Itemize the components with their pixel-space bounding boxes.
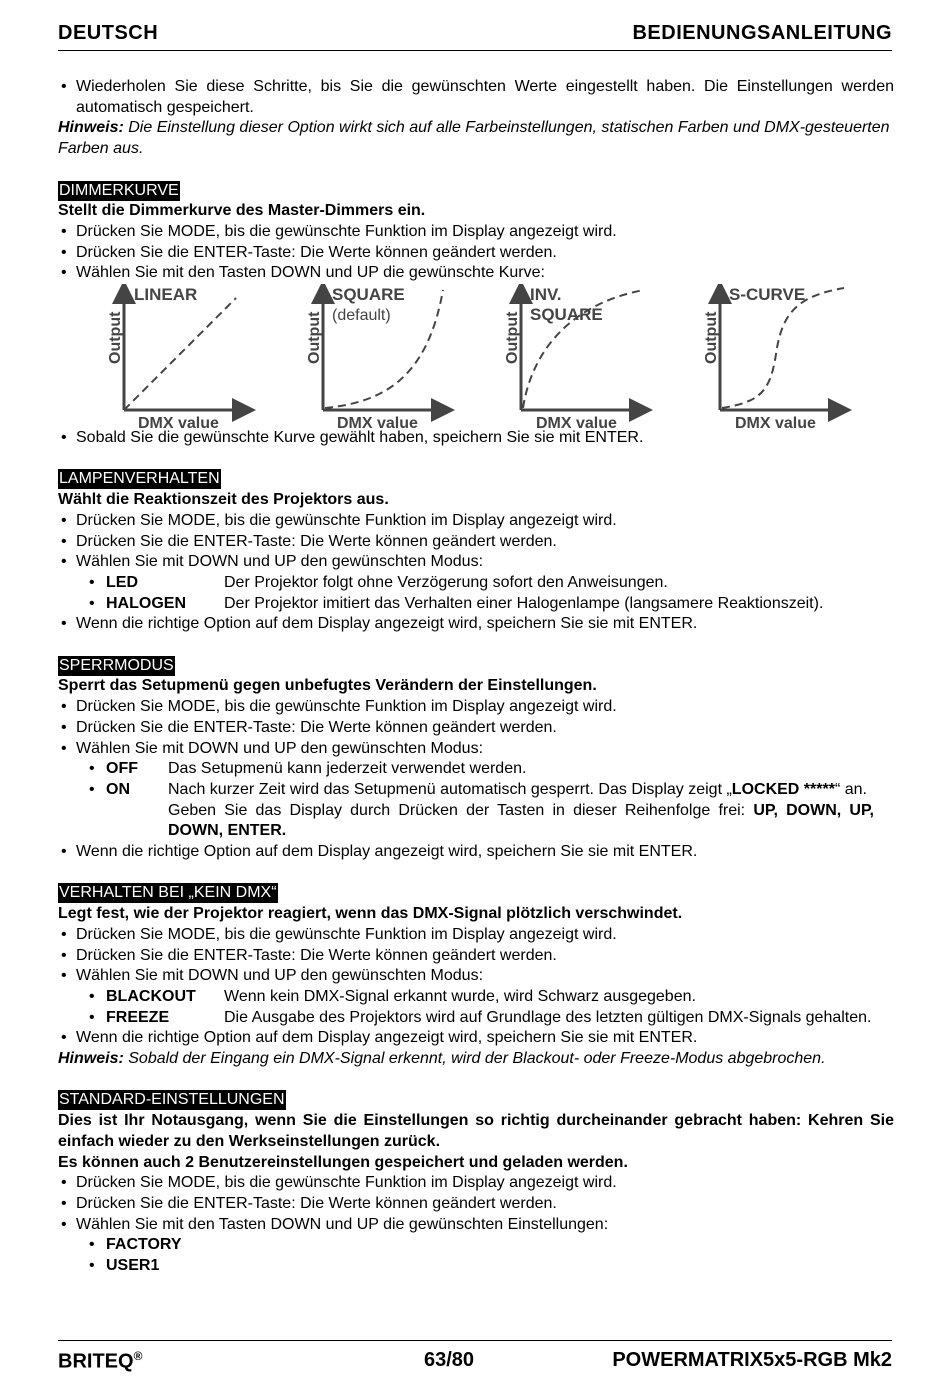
defaults-lead-1: Dies ist Ihr Notausgang, wenn Sie die Einstellungen so richtig durcheinander gebracht haben: Kehren Sie einfach wieder zu den Werkseinstellungen zurück.	[58, 1112, 894, 1150]
nodmx-bullet-3: • Wählen Sie mit DOWN und UP den gewünschten Modus:	[58, 966, 894, 987]
nodmx-option-freeze	[58, 1008, 894, 1029]
lock-bullet-4: • Wenn die richtige Option auf dem Display angezeigt wird, speichern Sie sie mit ENTER.	[58, 842, 894, 863]
curve-linear	[124, 298, 236, 410]
option-term: LED	[106, 573, 138, 591]
dimmer-bullet-2: • Drücken Sie die ENTER-Taste: Die Werte können geändert werden.	[58, 243, 894, 264]
dimmer-curves-svg	[58, 284, 894, 428]
note-label: Hinweis:	[58, 1050, 124, 1068]
header-title: BEDIENUNGSANLEITUNG	[632, 22, 892, 44]
option-desc: Wenn kein DMX-Signal erkannt wurde, wird Schwarz ausgegeben.	[224, 987, 696, 1005]
option-term: BLACKOUT	[106, 987, 196, 1005]
curve-s-curve	[722, 288, 844, 408]
lamp-bullet-1: • Drücken Sie MODE, bis die gewünschte Funktion im Display angezeigt wird.	[58, 511, 894, 532]
lamp-lead: Wählt die Reaktionszeit des Projektors aus.	[58, 491, 389, 509]
nodmx-bullet-1: • Drücken Sie MODE, bis die gewünschte Funktion im Display angezeigt wird.	[58, 925, 894, 946]
lock-option-off	[58, 759, 894, 780]
note-text: Sobald der Eingang ein DMX-Signal erkennt, wird der Blackout- oder Freeze-Modus abgebrochen.	[128, 1050, 826, 1068]
lock-lead: Sperrt das Setupmenü gegen unbefugtes Verändern der Einstellungen.	[58, 677, 597, 695]
section-title-dimmer: DIMMERKURVE	[59, 181, 179, 199]
header-language: DEUTSCH	[58, 22, 159, 44]
intro-note	[58, 118, 894, 159]
section-title-nodmx: VERHALTEN BEI „KEIN DMX“	[59, 884, 277, 902]
defaults-lead-2: Es können auch 2 Benutzereinstellungen gespeichert und geladen werden.	[58, 1153, 628, 1171]
graph-inv-square	[504, 285, 644, 428]
label-s-curve: S-CURVE	[729, 285, 806, 305]
lock-bullet-1: • Drücken Sie MODE, bis die gewünschte Funktion im Display angezeigt wird.	[58, 697, 894, 718]
graph-square	[306, 285, 443, 428]
label-output: Output	[107, 311, 124, 365]
option-term: OFF	[106, 760, 138, 778]
intro-bullet: • Wiederholen Sie diese Schritte, bis Sie die gewünschten Werte eingestellt haben. Die Einstellungen werden automatisch gespeichert.	[58, 77, 894, 118]
note-label: Hinweis:	[58, 119, 124, 137]
page-content	[58, 77, 894, 1277]
dimmer-curves-figure	[58, 284, 894, 428]
nodmx-lead: Legt fest, wie der Projektor reagiert, wenn das DMX-Signal plötzlich verschwindet.	[58, 905, 683, 923]
dimmer-bullet-4: • Sobald Sie die gewünschte Kurve gewählt haben, speichern Sie sie mit ENTER.	[58, 428, 894, 449]
footer-model: POWERMATRIX5x5-RGB Mk2	[612, 1349, 892, 1371]
nodmx-note	[58, 1049, 894, 1070]
option-desc: Der Projektor folgt ohne Verzögerung sofort den Anweisungen.	[224, 573, 668, 591]
section-title-lock: SPERRMODUS	[59, 656, 174, 674]
section-title-defaults: STANDARD-EINSTELLUNGEN	[59, 1091, 285, 1109]
section-title-lamp: LAMPENVERHALTEN	[59, 470, 220, 488]
option-term: USER1	[106, 1257, 160, 1275]
defaults-bullet-2: • Drücken Sie die ENTER-Taste: Die Werte können geändert werden.	[58, 1194, 894, 1215]
label-inv: INV.	[530, 285, 562, 305]
defaults-option-factory	[58, 1235, 894, 1256]
lamp-bullet-2: • Drücken Sie die ENTER-Taste: Die Werte können geändert werden.	[58, 532, 894, 553]
label-square: SQUARE	[332, 285, 405, 305]
page-footer	[58, 1340, 892, 1377]
label-dmx: DMX value	[138, 415, 219, 429]
locked-display-text: LOCKED *****	[731, 780, 835, 798]
footer-brand: BRITEQ®	[58, 1349, 143, 1373]
note-text: Die Einstellung dieser Option wirkt sich auf alle Farbeinstellungen, statischen Farben und DMX-gesteuerten Farben aus.	[58, 119, 890, 158]
dimmer-bullet-1: • Drücken Sie MODE, bis die gewünschte Funktion im Display angezeigt wird.	[58, 222, 894, 243]
option-desc: Nach kurzer Zeit wird das Setupmenü automatisch gesperrt. Das Display zeigt „LOCKED *****“ an. Geben Sie das Display durch Drücken der Tasten in dieser Reihenfolge frei: UP, DOWN, UP, DOWN, ENTER.	[168, 780, 874, 840]
option-term: FACTORY	[106, 1236, 182, 1254]
option-term: ON	[106, 780, 130, 798]
option-term: HALOGEN	[106, 594, 186, 612]
nodmx-bullet-2: • Drücken Sie die ENTER-Taste: Die Werte können geändert werden.	[58, 946, 894, 967]
dimmer-bullet-3: • Wählen Sie mit den Tasten DOWN und UP die gewünschte Kurve:	[58, 263, 894, 284]
defaults-bullet-3: • Wählen Sie mit den Tasten DOWN und UP die gewünschten Einstellungen:	[58, 1215, 894, 1236]
nodmx-bullet-4: • Wenn die richtige Option auf dem Display angezeigt wird, speichern Sie sie mit ENTER.	[58, 1028, 894, 1049]
defaults-bullet-1: • Drücken Sie MODE, bis die gewünschte Funktion im Display angezeigt wird.	[58, 1173, 894, 1194]
registered-mark: ®	[133, 1349, 143, 1363]
label-dmx: DMX value	[735, 415, 816, 429]
defaults-option-user1	[58, 1256, 894, 1277]
option-desc: Die Ausgabe des Projektors wird auf Grundlage des letzten gültigen DMX-Signals gehalten.	[224, 1008, 872, 1026]
label-output: Output	[504, 311, 521, 365]
lamp-bullet-4: • Wenn die richtige Option auf dem Display angezeigt wird, speichern Sie sie mit ENTER.	[58, 614, 894, 635]
lamp-option-halogen	[58, 594, 894, 615]
unlock-key-sequence: UP, DOWN, UP, DOWN, ENTER.	[168, 801, 874, 840]
nodmx-option-blackout	[58, 987, 894, 1008]
label-default: (default)	[332, 307, 391, 325]
lamp-option-led	[58, 573, 894, 594]
lock-bullet-2: • Drücken Sie die ENTER-Taste: Die Werte können geändert werden.	[58, 718, 894, 739]
dimmer-lead: Stellt die Dimmerkurve des Master-Dimmers ein.	[58, 202, 426, 220]
option-term: FREEZE	[106, 1008, 170, 1026]
lock-option-on	[58, 780, 894, 842]
graph-linear	[107, 285, 244, 428]
option-desc: Das Setupmenü kann jederzeit verwendet werden.	[168, 760, 527, 778]
label-inv-square: SQUARE	[530, 305, 603, 325]
lamp-bullet-3: • Wählen Sie mit DOWN und UP den gewünschten Modus:	[58, 552, 894, 573]
label-output: Output	[306, 311, 323, 365]
label-output: Output	[703, 311, 720, 365]
page-number: 63/80	[424, 1349, 475, 1371]
label-dmx: DMX value	[337, 415, 418, 429]
lock-bullet-3: • Wählen Sie mit DOWN und UP den gewünschten Modus:	[58, 739, 894, 760]
label-linear: LINEAR	[134, 285, 198, 305]
option-desc: Der Projektor imitiert das Verhalten einer Halogenlampe (langsamere Reaktionszeit).	[224, 594, 824, 612]
label-dmx: DMX value	[536, 415, 617, 429]
graph-s-curve	[703, 285, 844, 428]
page-header	[58, 20, 892, 51]
